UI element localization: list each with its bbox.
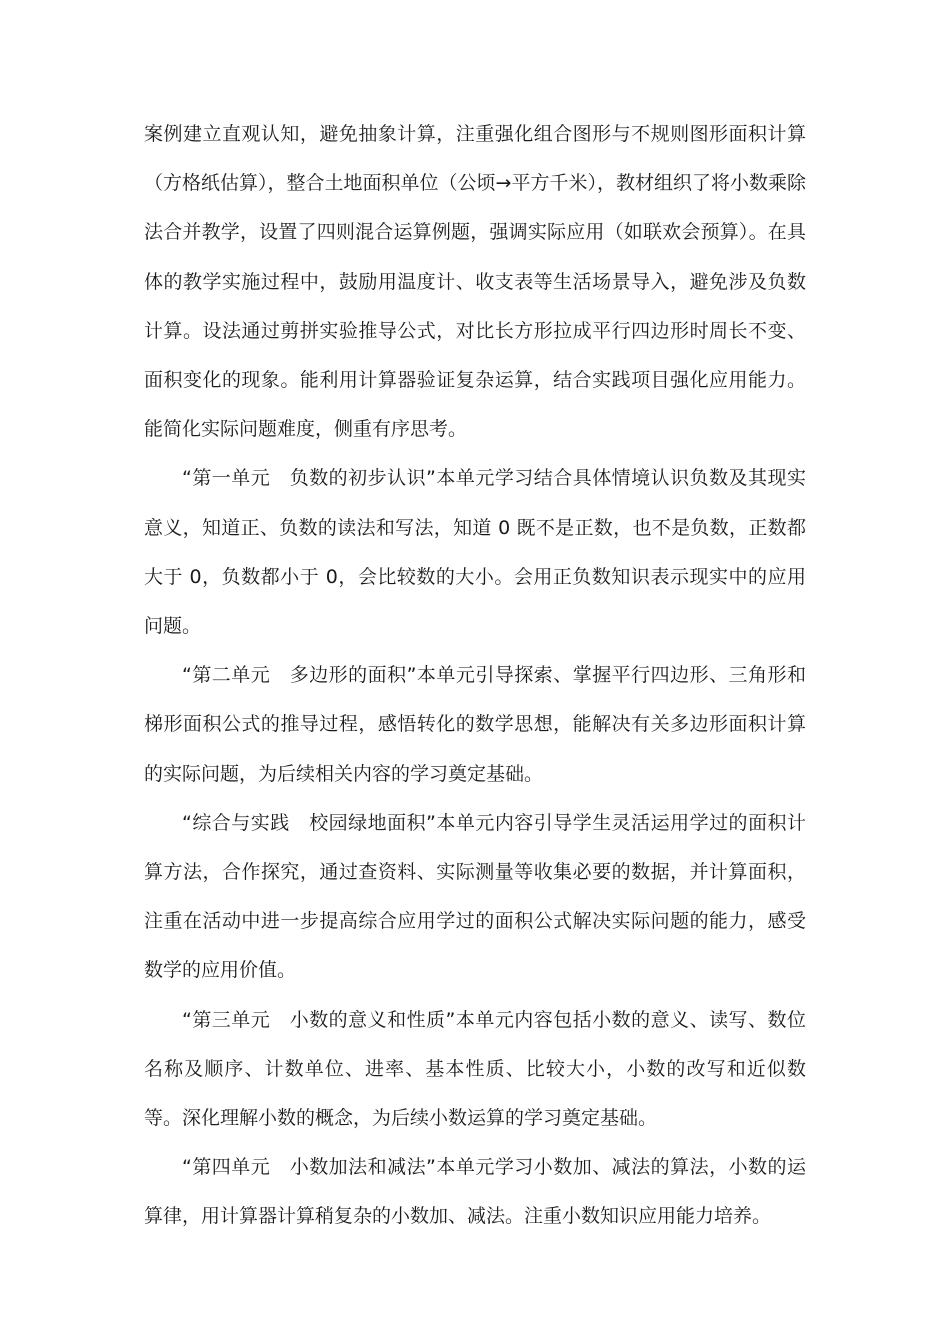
paragraph-unit-1: “第一单元 负数的初步认识”本单元学习结合具体情境认识负数及其现实意义，知道正、负数的读法和写法，知道 0 既不是正数，也不是负数，正数都大于 0，负数都小于 0，会比较数的大小。会用正负数知识表示现实中的应用问题。: [144, 467, 806, 638]
paragraph-intro-continued: 案例建立直观认知，避免抽象计算，注重强化组合图形与不规则图形面积计算（方格纸估算），整合土地面积单位（公顷→平方千米），教材组织了将小数乘除法合并教学，设置了四则混合运算例题，强调实际应用（如联欢会预算）。在具体的教学实施过程中，鼓励用温度计、收支表等生活场景导入，避免涉及负数计算。设法通过剪拼实验推导公式，对比长方形拉成平行四边形时周长不变、面积变化的现象。能利用计算器验证复杂运算，结合实践项目强化应用能力。能简化实际问题难度，侧重有序思考。: [144, 123, 806, 441]
paragraph-unit-4: “第四单元 小数加法和减法”本单元学习小数加、减法的算法，小数的运算律，用计算器计算稍复杂的小数加、减法。注重小数知识应用能力培养。: [144, 1156, 806, 1228]
paragraph-unit-3: “第三单元 小数的意义和性质”本单元内容包括小数的意义、读写、数位名称及顺序、计数单位、进率、基本性质、比较大小，小数的改写和近似数等。深化理解小数的概念，为后续小数运算的学习奠定基础。: [144, 1008, 806, 1130]
paragraph-practice: “综合与实践 校园绿地面积”本单元内容引导学生灵活运用学过的面积计算方法，合作探究，通过查资料、实际测量等收集必要的数据，并计算面积，注重在活动中进一步提高综合应用学过的面积公式解决实际问题的能力，感受数学的应用价值。: [144, 811, 806, 982]
paragraph-unit-2: “第二单元 多边形的面积”本单元引导探索、掌握平行四边形、三角形和梯形面积公式的推导过程，感悟转化的数学思想，能解决有关多边形面积计算的实际问题，为后续相关内容的学习奠定基础。: [144, 664, 806, 785]
body-text: [144, 110, 806, 1242]
